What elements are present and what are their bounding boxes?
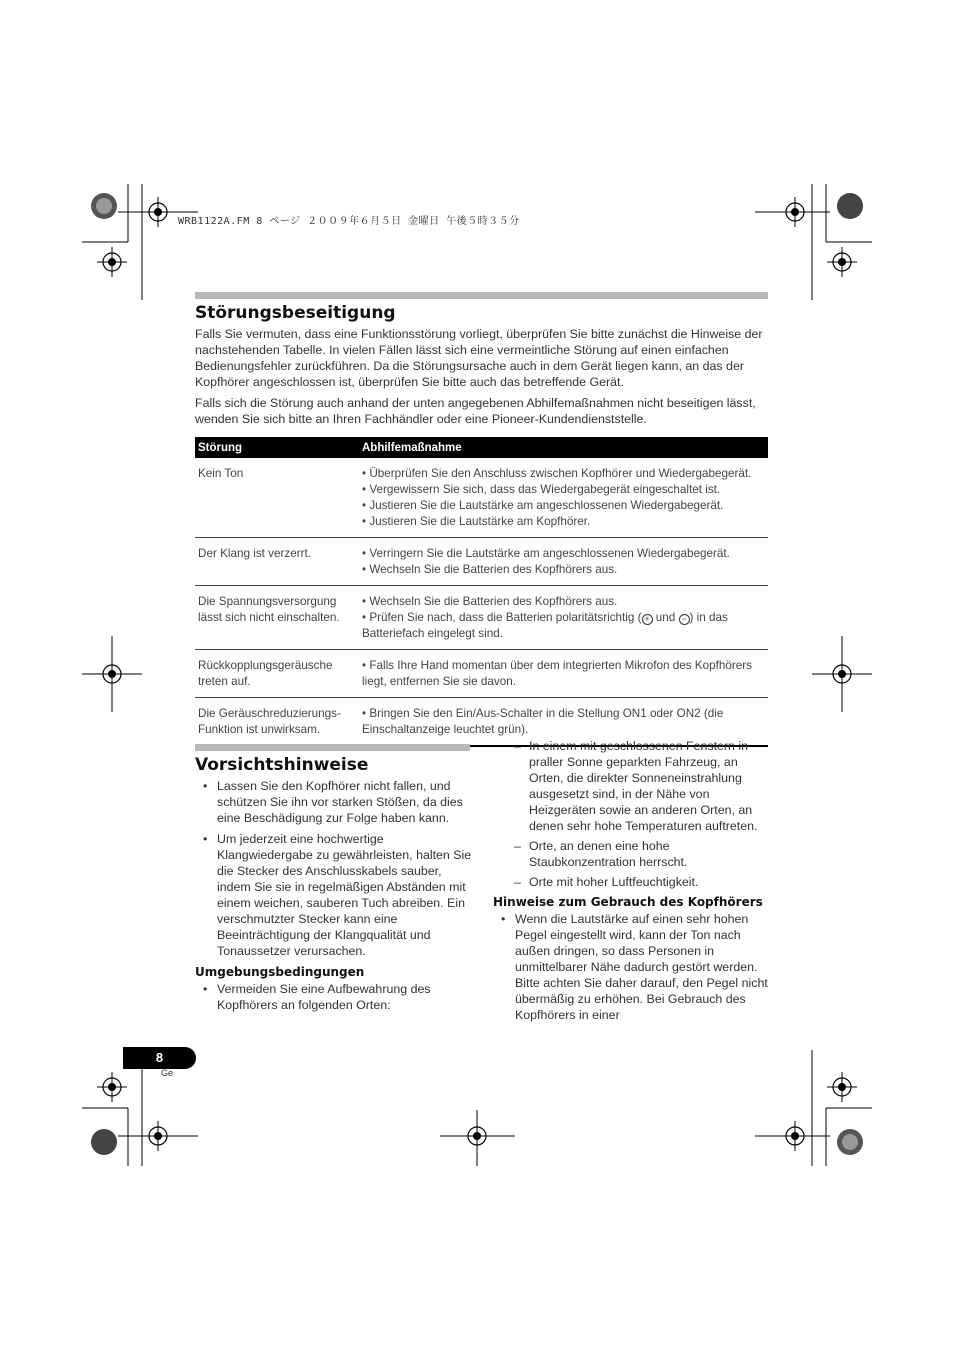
subheading-headphone-use: Hinweise zum Gebrauch des Kopfhörers [493, 895, 763, 909]
dash-marker: – [514, 839, 521, 853]
plus-symbol-icon: + [642, 614, 653, 625]
table-row [195, 586, 768, 650]
list-item [195, 831, 472, 959]
remedy-item-polarity [362, 610, 765, 642]
remedy-text: und [652, 611, 679, 624]
table-row [195, 538, 768, 586]
remedy-cell [359, 538, 768, 586]
list-item-text: Orte mit hoher Luftfeuchtigkeit. [529, 875, 699, 889]
remedy-item: • Verringern Sie die Lautstärke am angeschlossenen Wiedergabegerät. [362, 547, 730, 560]
remedy-item: • Falls Ihre Hand momentan über dem integrierten Mikrofon des Kopfhörers liegt, entfernen Sie sie davon. [362, 659, 752, 688]
remedy-item: • Wechseln Sie die Batterien des Kopfhörers aus. [362, 563, 618, 576]
list-item-text: Vermeiden Sie eine Aufbewahrung des Kopfhörers an folgenden Orten: [217, 982, 431, 1012]
left-column [195, 778, 472, 1018]
problem-cell: Die Spannungsversorgung lässt sich nicht einschalten. [195, 586, 359, 650]
list-item [195, 981, 472, 1013]
list-item [195, 778, 472, 826]
remedy-item: • Vergewissern Sie sich, dass das Wiedergabegerät eingeschaltet ist. [362, 483, 721, 496]
page-language: Ge [161, 1068, 174, 1078]
bullet-marker: • [203, 779, 208, 793]
intro-text [195, 326, 770, 432]
remedy-cell [359, 458, 768, 538]
list-item [493, 838, 768, 870]
remedy-item: • Justieren Sie die Lautstärke am Kopfhörer. [362, 515, 591, 528]
list-item-text: Lassen Sie den Kopfhörer nicht fallen, und schützen Sie ihn vor starken Stößen, da dies eine Beschädigung zur Folge haben kann. [217, 779, 463, 825]
table-header-problem: Störung [195, 437, 359, 458]
section-bar [195, 744, 470, 751]
problem-cell: Die Geräuschreduzierungs-Funktion ist unwirksam. [195, 698, 359, 747]
section-bar [195, 292, 768, 299]
intro-paragraph: Falls Sie vermuten, dass eine Funktionsstörung vorliegt, überprüfen Sie bitte zunächst die Hinweise der nachstehenden Tabelle. In vielen Fällen lässt sich eine vermeintliche Störung auf einen einfachen Bedienungsfehler zurückführen. Da die Störungsursache auch in dem Gerät liegen kann, an das der Kopfhörer angeschlossen ist, überprüfen Sie bitte auch das betreffende Gerät. [195, 327, 763, 389]
table-header-remedy: Abhilfemaßnahme [359, 437, 768, 458]
remedy-item: • Bringen Sie den Ein/Aus-Schalter in die Stellung ON1 oder ON2 (die Einschaltanzeige leuchtet grün). [362, 707, 724, 736]
table-header-row [195, 437, 768, 458]
problem-cell: Kein Ton [195, 458, 359, 538]
list-item-text: Orte, an denen eine hohe Staubkonzentration herrscht. [529, 839, 688, 869]
list-item [493, 911, 768, 1023]
dash-marker: – [514, 875, 521, 889]
list-item-text: Wenn die Lautstärke auf einen sehr hohen Pegel eingestellt wird, kann der Ton nach außen dringen, so dass Personen in unmittelbarer Nähe dadurch gestört werden. Bitte achten Sie daher darauf, den Pegel nicht übermäßig zu erhöhen. Bei Gebrauch des Kopfhörers in einer [515, 912, 768, 1022]
remedy-item: • Überprüfen Sie den Anschluss zwischen Kopfhörer und Wiedergabegerät. [362, 467, 752, 480]
list-item [493, 738, 768, 834]
remedy-text: ) in das Batteriefach eingelegt sind. [362, 611, 728, 640]
page-number: 8 [123, 1047, 196, 1069]
remedy-item: • Justieren Sie die Lautstärke am angeschlossenen Wiedergabegerät. [362, 499, 724, 512]
problem-cell: Rückkopplungsgeräusche treten auf. [195, 650, 359, 698]
print-header-line: WRB1122A.FM 8 ページ ２００９年６月５日 金曜日 午後５時３５分 [178, 216, 520, 227]
remedy-text: • Prüfen Sie nach, dass die Batterien polaritätsrichtig ( [362, 611, 642, 624]
section-title-troubleshooting: Störungsbeseitigung [195, 303, 396, 323]
subheading-environment: Umgebungsbedingungen [195, 965, 365, 979]
list-item-text: Um jederzeit eine hochwertige Klangwiedergabe zu gewährleisten, halten Sie die Stecker des Anschlusskabels sauber, indem Sie sie in regelmäßigen Abständen mit einem weichen, sauberen Tuch abreiben. Ein verschmutzter Stecker kann eine Beeinträchtigung der Klangqualität und Tonaussetzer verursachen. [217, 832, 472, 958]
table-row [195, 650, 768, 698]
section-title-precautions: Vorsichtshinweise [195, 755, 369, 775]
bullet-marker: • [203, 832, 208, 846]
problem-cell: Der Klang ist verzerrt. [195, 538, 359, 586]
bullet-marker: • [501, 912, 506, 926]
remedy-cell [359, 586, 768, 650]
remedy-item: • Wechseln Sie die Batterien des Kopfhörers aus. [362, 595, 618, 608]
list-item [493, 874, 768, 890]
troubleshooting-table [195, 437, 768, 747]
minus-symbol-icon: − [679, 614, 690, 625]
list-item-text: In einem mit geschlossenen Fenstern in praller Sonne geparkten Fahrzeug, an Orten, die direkter Sonneneinstrahlung ausgesetzt sind, in der Nähe von Heizgeräten sowie an anderen Orten, an denen sehr hohe Temperaturen auftreten. [529, 739, 758, 833]
remedy-cell [359, 650, 768, 698]
table-row [195, 458, 768, 538]
intro-paragraph: Falls sich die Störung auch anhand der unten angegebenen Abhilfemaßnahmen nicht beseitigen lässt, wenden Sie sich bitte an Ihren Fachhändler oder eine Pioneer-Kundendienststelle. [195, 396, 756, 426]
right-column [493, 738, 768, 1028]
bullet-marker: • [203, 982, 208, 996]
dash-marker: – [514, 739, 521, 753]
